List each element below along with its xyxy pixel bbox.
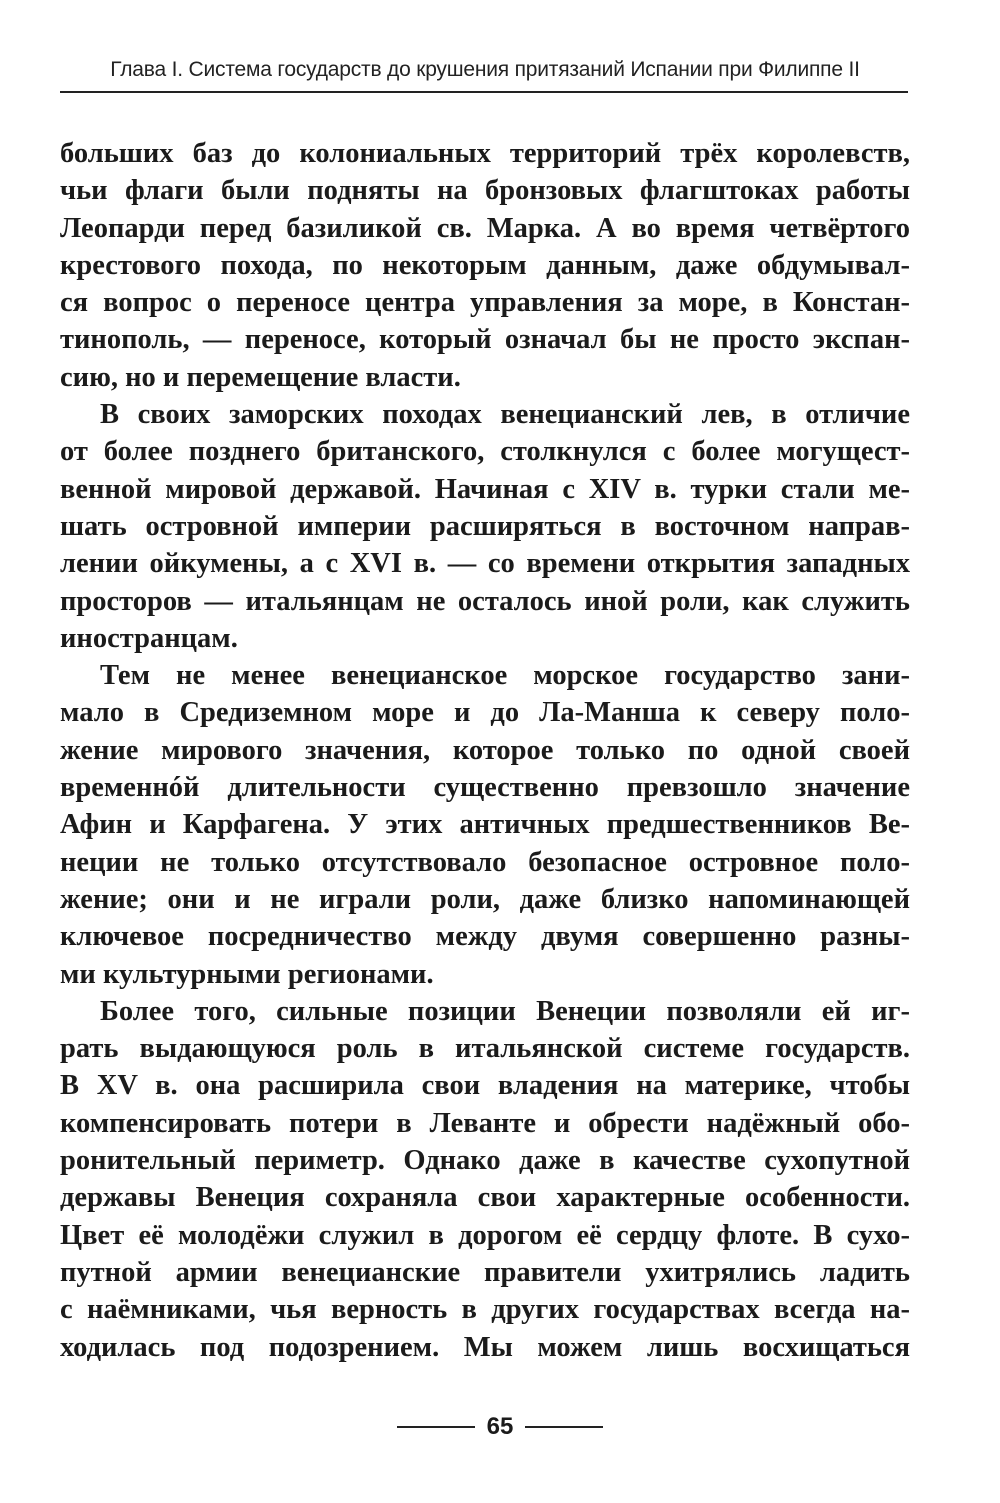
paragraph-1 [60,135,910,396]
text-line: Более того, сильные позиции Венеции позволяли ей иг- [100,995,910,1027]
text-line: просторов — итальянцам не осталось иной роли, как служить [60,585,910,617]
text-line: крестового похода, по некоторым данным, даже обдумывал- [60,249,910,281]
text-line: тинополь, — переносе, который означал бы не просто экспан- [60,324,910,356]
text-line: с наёмниками, чья верность в других государствах всегда на- [60,1294,910,1326]
folio-rule-left [397,1426,475,1428]
text-line: В своих заморских походах венецианский лев, в отличие [100,399,910,431]
running-head: Глава I. Система государств до крушения притязаний Испании при Филиппе II [110,58,860,81]
text-line: шать островной империи расширяться в восточном направ- [60,510,910,542]
text-line: жение; они и не играли роли, даже близко напоминающей [60,883,910,915]
text-line: временнóй длительности существенно превзошло значение [60,772,910,804]
text-line: ся вопрос о переносе центра управления за море, в Констан- [60,287,910,319]
text-line: Афин и Карфагена. У этих античных предшественников Ве- [60,809,910,841]
folio-rule-right [525,1426,603,1428]
text-line: компенсировать потери в Леванте и обрести надёжный обо- [60,1107,910,1139]
text-line: В XV в. она расширила свои владения на материке, чтобы [60,1070,910,1102]
text-line: иностранцам. [60,622,238,654]
text-line: мало в Средиземном море и до Ла-Манша к северу поло- [60,697,910,729]
text-line: Тем не менее венецианское морское государство зани- [100,660,910,692]
body-text [60,135,910,1366]
text-line: от более позднего британского, столкнулся с более могущест- [60,436,910,468]
text-line: ключевое посредничество между двумя совершенно разны- [60,921,910,953]
page-number: 65 [486,1413,514,1440]
text-line: рать выдающуюся роль в итальянской системе государств. [60,1033,910,1065]
text-line: ронительный периметр. Однако даже в качестве сухопутной [60,1145,910,1177]
text-line: чьи флаги были подняты на бронзовых флагштоках работы [60,175,910,207]
paragraph-2 [60,396,910,657]
text-line: Леопарди перед базиликой св. Марка. А во время четвёртого [60,212,910,244]
text-line: Цвет её молодёжи служил в дорогом её сердцу флоте. В сухо- [60,1219,910,1251]
text-line: ходилась под подозрением. Мы можем лишь восхищаться [60,1331,910,1363]
text-line: державы Венеция сохраняла свои характерные особенности. [60,1182,910,1214]
text-line: лении ойкумены, а с XVI в. — со времени открытия западных [60,548,910,580]
text-line: жение мирового значения, которое только по одной своей [60,734,910,766]
text-line: неции не только отсутствовало безопасное островное поло- [60,846,910,878]
text-line: путной армии венецианские правители ухитрялись ладить [60,1256,910,1288]
text-line: больших баз до колониальных территорий трёх королевств, [60,138,910,169]
paragraph-3 [60,657,910,993]
header-rule [60,91,908,93]
paragraph-4 [60,993,910,1366]
text-line: ми культурными регионами. [60,958,434,990]
page-footer [0,1407,1000,1447]
text-line: сию, но и перемещение власти. [60,361,461,393]
text-line: венной мировой державой. Начиная с XIV в. турки стали ме- [60,473,910,505]
